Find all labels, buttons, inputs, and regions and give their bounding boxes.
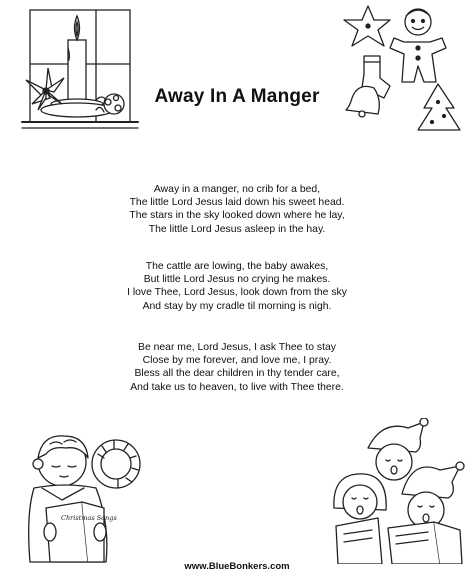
page-title: Away In A Manger [154,86,320,107]
christmas-cookies-illustration [334,2,468,136]
verse-1 [0,183,474,236]
verse-line: The little Lord Jesus asleep in the hay. [148,223,326,235]
verse-line: Be near me, Lord Jesus, I ask Thee to stay [138,342,336,353]
verse-line: The cattle are lowing, the baby awakes, [145,261,329,272]
verse-line: The little Lord Jesus laid down his sweet head. [129,197,345,209]
verse-line: The stars in the sky looked down where he lay, [129,210,345,222]
candle-window-illustration [12,4,142,134]
verse-3 [0,341,474,394]
verse-line: Close by me forever, and love me, I pray. [142,355,332,367]
carolers-illustration [328,418,468,564]
verse-line: Bless all the dear children in thy tender care, [134,368,340,380]
verse-2 [0,260,474,313]
child-reading-illustration [6,424,146,564]
book-title: Christmas Songs [61,514,117,522]
verse-line: And take us to heaven, to live with Thee there. [130,381,344,393]
footer-website: www.BlueBonkers.com [184,561,290,572]
verse-line: Away in a manger, no crib for a bed, [153,184,321,195]
verse-line: But little Lord Jesus no crying he makes. [143,274,331,286]
verse-line: And stay by my cradle til morning is nigh. [142,300,332,312]
verse-line: I love Thee, Lord Jesus, look down from the sky [127,287,347,299]
